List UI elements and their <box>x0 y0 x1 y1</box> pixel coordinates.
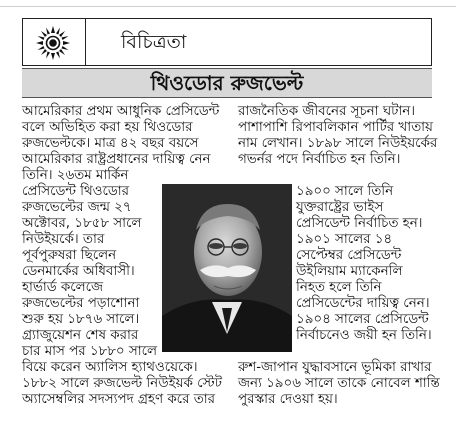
body-line: প্রেসিডেন্টের দায়িত্ব নেন। <box>296 296 430 311</box>
article-title-bar <box>22 68 432 98</box>
article-title: থিওডোর রুজভেল্ট <box>150 71 304 95</box>
body-line: পাশাপাশি রিপাবলিকান পার্টির খাতায় <box>238 120 433 135</box>
body-line: ডেনমার্কের অধিবাসী। <box>22 264 135 279</box>
body-line: অ্যাসেম্বলির সদস্যপদ গ্রহণ করে তার <box>22 392 215 407</box>
portrait-photo <box>162 184 292 352</box>
body-line: গ্র্যাজুয়েশন শেষ করার <box>22 328 139 343</box>
body-line: যুক্তরাষ্ট্রের ভাইস <box>296 200 384 215</box>
body-line: ১৮৮২ সালে রুজভেল্ট নিউইয়র্ক স্টেট <box>22 376 222 391</box>
body-line: শুরু হয় ১৮৭৬ সালে। <box>22 312 140 327</box>
body-line: চার মাস পর ১৮৮০ সালে <box>22 344 157 359</box>
top-clipped-strip <box>0 0 456 7</box>
body-line: বিয়ে করেন অ্যালিস হ্যাথওয়েকে। <box>22 360 198 375</box>
body-line: তিনি। ২৬তম মার্কিন <box>22 168 129 183</box>
body-line: নির্বাচনেও জয়ী হন তিনি। <box>296 328 432 343</box>
body-line: পূর্বপুরুষরা ছিলেন <box>22 248 117 263</box>
section-label: বিচিত্রতা <box>121 31 187 53</box>
body-line: জন্য ১৯০৬ সালে তাকে নোবেল শান্তি <box>238 376 440 391</box>
body-line: রাজনৈতিক জীবনের সূচনা ঘটান। <box>238 104 416 119</box>
body-line: নিউইয়র্কে। তার <box>22 232 105 247</box>
body-line: রুজভেল্টকে। মাত্র ৪২ বছর বয়সে <box>22 136 199 151</box>
body-line: সেপ্টেম্বর প্রেসিডেন্ট <box>296 248 402 263</box>
body-line: রুশ-জাপান যুদ্ধাবসানে ভূমিকা রাখার <box>238 360 432 375</box>
body-line: ১৯০১ সালের ১৪ <box>296 232 393 247</box>
body-line: প্রেসিডেন্ট থিওডোর <box>22 184 129 199</box>
body-line: রুজভেল্টের পড়াশোনা <box>22 296 140 311</box>
body-line: পুরস্কার দেওয়া হয়। <box>238 392 338 407</box>
body-line: রুজভেল্টের জন্ম ২৭ <box>22 200 132 215</box>
body-line: গভর্নর পদে নির্বাচিত হন তিনি। <box>238 152 401 167</box>
body-line: প্রেসিডেন্ট নির্বাচিত হন। <box>296 216 423 231</box>
body-line: হার্ভার্ড কলেজে <box>22 280 103 295</box>
section-header <box>22 18 432 66</box>
body-line: অক্টোবর, ১৮৫৮ সালে <box>22 216 142 231</box>
body-line: ১৯০৪ সালের প্রেসিডেন্ট <box>296 312 429 327</box>
body-line: বলে অভিহিত করা হয় থিওডোর <box>22 120 193 135</box>
header-divider <box>85 19 86 65</box>
body-line: আমেরিকার রাষ্ট্রপ্রধানের দায়িত্ব নেন <box>22 152 211 167</box>
sun-ornament-icon <box>35 25 71 61</box>
body-line: ১৯০০ সালে তিনি <box>296 184 394 199</box>
body-line: নিহত হলে তিনি <box>296 280 382 295</box>
portrait-illustration <box>162 184 292 352</box>
body-line: আমেরিকার প্রথম আধুনিক প্রেসিডেন্ট <box>22 104 220 119</box>
body-line: উইলিয়াম ম্যাকেনলি <box>296 264 403 279</box>
body-line: নাম লেখান। ১৮৯৮ সালে নিউইয়র্কের <box>238 136 438 151</box>
